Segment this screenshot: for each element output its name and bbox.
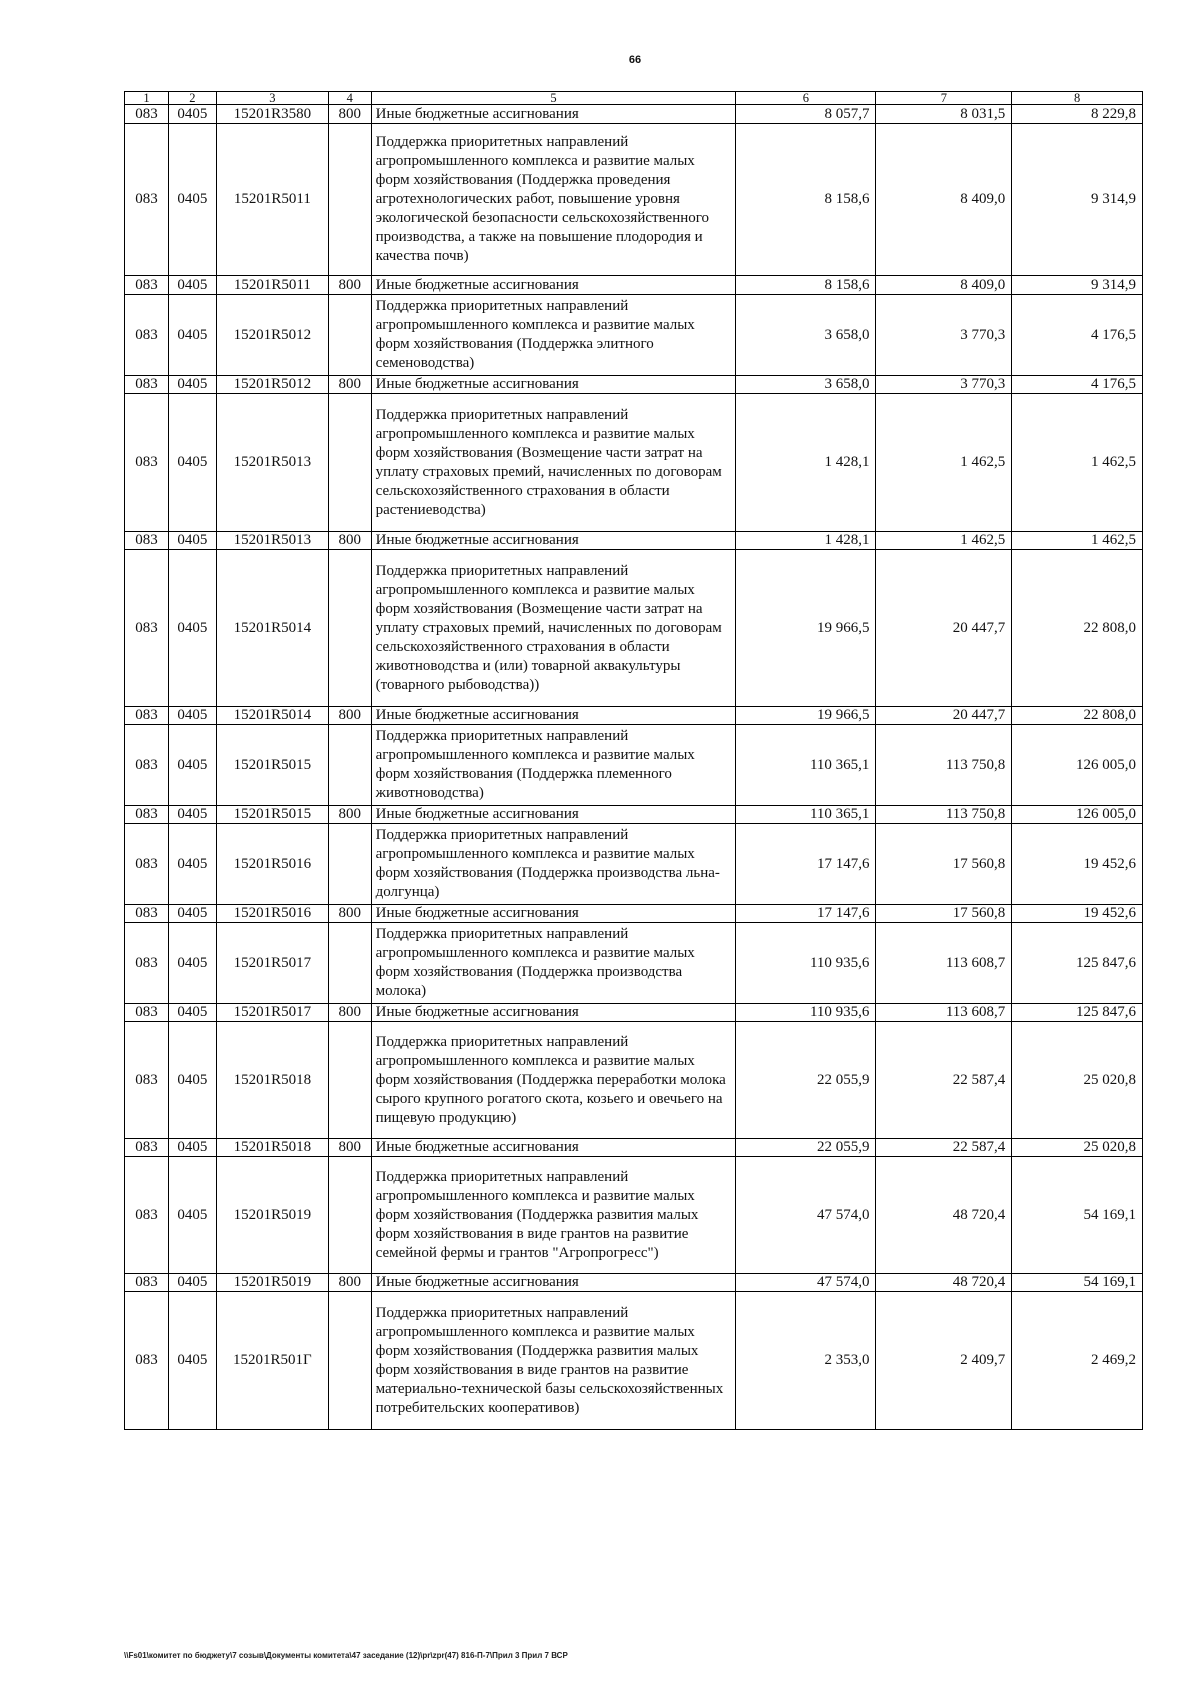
admin-code-cell: 083	[125, 923, 169, 1004]
table-row	[125, 1274, 1143, 1292]
amount-year1-cell: 3 658,0	[736, 295, 876, 376]
amount-year1-cell: 47 574,0	[736, 1274, 876, 1292]
description-cell: Поддержка приоритетных направлений агропромышленного комплекса и развитие малых форм хозяйствования (Возмещение части затрат на уплату страховых премий, начисленных по договорам сельскохозяйственного страхования в области растениеводства)	[371, 394, 736, 532]
amount-year3-cell: 2 469,2	[1012, 1292, 1143, 1430]
section-code-cell: 0405	[168, 295, 216, 376]
amount-year1-cell: 17 147,6	[736, 824, 876, 905]
description-cell: Поддержка приоритетных направлений агропромышленного комплекса и развитие малых форм хозяйствования (Поддержка переработки молока сырого крупного рогатого скота, козьего и овечьего на пищевую продукцию)	[371, 1022, 736, 1139]
admin-code-cell: 083	[125, 806, 169, 824]
description-cell: Поддержка приоритетных направлений агропромышленного комплекса и развитие малых форм хозяйствования (Поддержка проведения агротехнологических работ, повышение уровня экологической безопасности сельскохозяйственного производства, а также на повышение плодородия и качества почв)	[371, 124, 736, 276]
target-article-cell: 15201R5017	[216, 923, 328, 1004]
description-cell: Поддержка приоритетных направлений агропромышленного комплекса и развитие малых форм хозяйствования (Поддержка племенного животноводства)	[371, 725, 736, 806]
section-code-cell: 0405	[168, 394, 216, 532]
target-article-cell: 15201R5016	[216, 824, 328, 905]
amount-year3-cell: 1 462,5	[1012, 532, 1143, 550]
admin-code-cell: 083	[125, 725, 169, 806]
table-row	[125, 276, 1143, 295]
amount-year1-cell: 110 935,6	[736, 1004, 876, 1022]
section-code-cell: 0405	[168, 923, 216, 1004]
table-row	[125, 1004, 1143, 1022]
admin-code-cell: 083	[125, 1274, 169, 1292]
amount-year2-cell: 113 608,7	[876, 1004, 1012, 1022]
amount-year1-cell: 1 428,1	[736, 394, 876, 532]
admin-code-cell: 083	[125, 1139, 169, 1157]
expense-type-cell	[328, 394, 371, 532]
section-code-cell: 0405	[168, 276, 216, 295]
column-header-7: 7	[876, 92, 1012, 105]
amount-year1-cell: 22 055,9	[736, 1139, 876, 1157]
target-article-cell: 15201R501Г	[216, 1292, 328, 1430]
amount-year3-cell: 125 847,6	[1012, 923, 1143, 1004]
table-row	[125, 725, 1143, 806]
amount-year3-cell: 54 169,1	[1012, 1274, 1143, 1292]
amount-year3-cell: 1 462,5	[1012, 394, 1143, 532]
admin-code-cell: 083	[125, 532, 169, 550]
table-row	[125, 394, 1143, 532]
amount-year3-cell: 9 314,9	[1012, 276, 1143, 295]
admin-code-cell: 083	[125, 1004, 169, 1022]
description-cell: Иные бюджетные ассигнования	[371, 905, 736, 923]
description-cell: Иные бюджетные ассигнования	[371, 1274, 736, 1292]
table-row	[125, 1139, 1143, 1157]
amount-year2-cell: 20 447,7	[876, 550, 1012, 707]
amount-year3-cell: 22 808,0	[1012, 707, 1143, 725]
amount-year2-cell: 20 447,7	[876, 707, 1012, 725]
table-row	[125, 550, 1143, 707]
section-code-cell: 0405	[168, 806, 216, 824]
table-row	[125, 105, 1143, 124]
amount-year2-cell: 113 608,7	[876, 923, 1012, 1004]
section-code-cell: 0405	[168, 1022, 216, 1139]
target-article-cell: 15201R5014	[216, 707, 328, 725]
amount-year1-cell: 110 935,6	[736, 923, 876, 1004]
amount-year3-cell: 4 176,5	[1012, 295, 1143, 376]
amount-year2-cell: 22 587,4	[876, 1139, 1012, 1157]
column-header-2: 2	[168, 92, 216, 105]
target-article-cell: 15201R5011	[216, 124, 328, 276]
expense-type-cell: 800	[328, 1274, 371, 1292]
amount-year1-cell: 8 158,6	[736, 124, 876, 276]
expense-type-cell	[328, 124, 371, 276]
table-row	[125, 376, 1143, 394]
admin-code-cell: 083	[125, 124, 169, 276]
amount-year2-cell: 3 770,3	[876, 376, 1012, 394]
section-code-cell: 0405	[168, 550, 216, 707]
amount-year2-cell: 1 462,5	[876, 532, 1012, 550]
amount-year3-cell: 9 314,9	[1012, 124, 1143, 276]
column-header-8: 8	[1012, 92, 1143, 105]
target-article-cell: 15201R5018	[216, 1022, 328, 1139]
target-article-cell: 15201R5012	[216, 295, 328, 376]
column-header-5: 5	[371, 92, 736, 105]
expense-type-cell	[328, 725, 371, 806]
table-row	[125, 1292, 1143, 1430]
admin-code-cell: 083	[125, 276, 169, 295]
expense-type-cell	[328, 1022, 371, 1139]
section-code-cell: 0405	[168, 905, 216, 923]
target-article-cell: 15201R5017	[216, 1004, 328, 1022]
amount-year3-cell: 126 005,0	[1012, 725, 1143, 806]
amount-year2-cell: 48 720,4	[876, 1274, 1012, 1292]
table-body	[125, 92, 1143, 1430]
footer-file-path: \\Fs01\комитет по бюджету\7 созыв\Документы комитета\47 заседание (12)\pr\zpr(47) 816-П-7\Прил 3 Прил 7 ВСР	[124, 1651, 568, 1660]
target-article-cell: 15201R5011	[216, 276, 328, 295]
amount-year2-cell: 1 462,5	[876, 394, 1012, 532]
amount-year1-cell: 3 658,0	[736, 376, 876, 394]
amount-year3-cell: 125 847,6	[1012, 1004, 1143, 1022]
description-cell: Иные бюджетные ассигнования	[371, 1139, 736, 1157]
section-code-cell: 0405	[168, 824, 216, 905]
section-code-cell: 0405	[168, 1004, 216, 1022]
admin-code-cell: 083	[125, 376, 169, 394]
admin-code-cell: 083	[125, 105, 169, 124]
admin-code-cell: 083	[125, 394, 169, 532]
amount-year2-cell: 3 770,3	[876, 295, 1012, 376]
section-code-cell: 0405	[168, 124, 216, 276]
description-cell: Иные бюджетные ассигнования	[371, 806, 736, 824]
target-article-cell: 15201R5018	[216, 1139, 328, 1157]
expense-type-cell	[328, 824, 371, 905]
description-cell: Поддержка приоритетных направлений агропромышленного комплекса и развитие малых форм хозяйствования (Возмещение части затрат на уплату страховых премий, начисленных по договорам сельскохозяйственного страхования в области животноводства и (или) товарной аквакультуры (товарного рыбоводства))	[371, 550, 736, 707]
table-row	[125, 707, 1143, 725]
admin-code-cell: 083	[125, 707, 169, 725]
section-code-cell: 0405	[168, 532, 216, 550]
amount-year2-cell: 113 750,8	[876, 806, 1012, 824]
target-article-cell: 15201R5015	[216, 806, 328, 824]
amount-year3-cell: 22 808,0	[1012, 550, 1143, 707]
table-row	[125, 1157, 1143, 1274]
amount-year2-cell: 8 409,0	[876, 124, 1012, 276]
amount-year2-cell: 8 031,5	[876, 105, 1012, 124]
expense-type-cell: 800	[328, 376, 371, 394]
target-article-cell: 15201R5013	[216, 394, 328, 532]
amount-year3-cell: 8 229,8	[1012, 105, 1143, 124]
target-article-cell: 15201R5019	[216, 1157, 328, 1274]
target-article-cell: 15201R5014	[216, 550, 328, 707]
target-article-cell: 15201R5016	[216, 905, 328, 923]
expense-type-cell	[328, 1292, 371, 1430]
description-cell: Поддержка приоритетных направлений агропромышленного комплекса и развитие малых форм хозяйствования (Поддержка развития малых форм хозяйствования в виде грантов на развитие материально-технической базы сельскохозяйственных потребительских кооперативов)	[371, 1292, 736, 1430]
expense-type-cell: 800	[328, 707, 371, 725]
admin-code-cell: 083	[125, 1022, 169, 1139]
section-code-cell: 0405	[168, 1157, 216, 1274]
target-article-cell: 15201R5013	[216, 532, 328, 550]
amount-year1-cell: 19 966,5	[736, 707, 876, 725]
admin-code-cell: 083	[125, 295, 169, 376]
description-cell: Иные бюджетные ассигнования	[371, 376, 736, 394]
amount-year1-cell: 17 147,6	[736, 905, 876, 923]
amount-year3-cell: 19 452,6	[1012, 905, 1143, 923]
admin-code-cell: 083	[125, 1292, 169, 1430]
target-article-cell: 15201R3580	[216, 105, 328, 124]
admin-code-cell: 083	[125, 905, 169, 923]
amount-year1-cell: 110 365,1	[736, 806, 876, 824]
column-header-3: 3	[216, 92, 328, 105]
column-header-6: 6	[736, 92, 876, 105]
description-cell: Иные бюджетные ассигнования	[371, 1004, 736, 1022]
amount-year1-cell: 22 055,9	[736, 1022, 876, 1139]
admin-code-cell: 083	[125, 550, 169, 707]
expense-type-cell	[328, 923, 371, 1004]
page-number: 66	[628, 54, 642, 66]
expense-type-cell	[328, 550, 371, 707]
target-article-cell: 15201R5019	[216, 1274, 328, 1292]
expense-type-cell: 800	[328, 105, 371, 124]
amount-year1-cell: 8 057,7	[736, 105, 876, 124]
amount-year1-cell: 110 365,1	[736, 725, 876, 806]
amount-year3-cell: 54 169,1	[1012, 1157, 1143, 1274]
expense-type-cell	[328, 295, 371, 376]
expense-type-cell	[328, 1157, 371, 1274]
amount-year2-cell: 48 720,4	[876, 1157, 1012, 1274]
amount-year2-cell: 22 587,4	[876, 1022, 1012, 1139]
expense-type-cell: 800	[328, 276, 371, 295]
table-row	[125, 923, 1143, 1004]
amount-year2-cell: 17 560,8	[876, 824, 1012, 905]
table-header-row	[125, 92, 1143, 105]
admin-code-cell: 083	[125, 1157, 169, 1274]
amount-year2-cell: 17 560,8	[876, 905, 1012, 923]
description-cell: Иные бюджетные ассигнования	[371, 707, 736, 725]
description-cell: Поддержка приоритетных направлений агропромышленного комплекса и развитие малых форм хозяйствования (Поддержка развития малых форм хозяйствования в виде грантов на развитие семейной фермы и грантов "Агропрогресс")	[371, 1157, 736, 1274]
amount-year3-cell: 126 005,0	[1012, 806, 1143, 824]
section-code-cell: 0405	[168, 376, 216, 394]
amount-year3-cell: 4 176,5	[1012, 376, 1143, 394]
amount-year1-cell: 8 158,6	[736, 276, 876, 295]
amount-year1-cell: 1 428,1	[736, 532, 876, 550]
section-code-cell: 0405	[168, 725, 216, 806]
amount-year3-cell: 25 020,8	[1012, 1139, 1143, 1157]
amount-year3-cell: 25 020,8	[1012, 1022, 1143, 1139]
target-article-cell: 15201R5012	[216, 376, 328, 394]
description-cell: Иные бюджетные ассигнования	[371, 105, 736, 124]
budget-table	[124, 91, 1143, 1430]
amount-year1-cell: 47 574,0	[736, 1157, 876, 1274]
expense-type-cell: 800	[328, 905, 371, 923]
table-row	[125, 124, 1143, 276]
amount-year1-cell: 2 353,0	[736, 1292, 876, 1430]
table-row	[125, 1022, 1143, 1139]
description-cell: Иные бюджетные ассигнования	[371, 276, 736, 295]
section-code-cell: 0405	[168, 1139, 216, 1157]
admin-code-cell: 083	[125, 824, 169, 905]
table-row	[125, 824, 1143, 905]
table-row	[125, 295, 1143, 376]
section-code-cell: 0405	[168, 105, 216, 124]
description-cell: Иные бюджетные ассигнования	[371, 532, 736, 550]
section-code-cell: 0405	[168, 1292, 216, 1430]
section-code-cell: 0405	[168, 707, 216, 725]
amount-year2-cell: 8 409,0	[876, 276, 1012, 295]
section-code-cell: 0405	[168, 1274, 216, 1292]
expense-type-cell: 800	[328, 532, 371, 550]
amount-year3-cell: 19 452,6	[1012, 824, 1143, 905]
target-article-cell: 15201R5015	[216, 725, 328, 806]
table-row	[125, 532, 1143, 550]
description-cell: Поддержка приоритетных направлений агропромышленного комплекса и развитие малых форм хозяйствования (Поддержка производства льна-долгунца)	[371, 824, 736, 905]
description-cell: Поддержка приоритетных направлений агропромышленного комплекса и развитие малых форм хозяйствования (Поддержка производства молока)	[371, 923, 736, 1004]
description-cell: Поддержка приоритетных направлений агропромышленного комплекса и развитие малых форм хозяйствования (Поддержка элитного семеноводства)	[371, 295, 736, 376]
column-header-1: 1	[125, 92, 169, 105]
table-row	[125, 905, 1143, 923]
expense-type-cell: 800	[328, 1139, 371, 1157]
expense-type-cell: 800	[328, 1004, 371, 1022]
expense-type-cell: 800	[328, 806, 371, 824]
amount-year2-cell: 2 409,7	[876, 1292, 1012, 1430]
amount-year2-cell: 113 750,8	[876, 725, 1012, 806]
amount-year1-cell: 19 966,5	[736, 550, 876, 707]
column-header-4: 4	[328, 92, 371, 105]
table-row	[125, 806, 1143, 824]
